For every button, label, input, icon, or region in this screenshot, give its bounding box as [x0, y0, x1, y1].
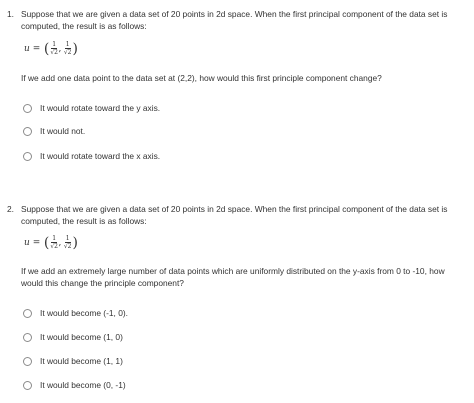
- answer-option-label: It would become (1, 0): [40, 332, 123, 342]
- formula-separator: ,: [58, 44, 62, 54]
- formula-variable: u: [24, 44, 30, 54]
- answer-option[interactable]: [21, 149, 160, 163]
- formula-open-paren: (: [43, 235, 50, 251]
- formula-fraction-1: [50, 42, 58, 56]
- answer-option-label: It would rotate toward the x axis.: [40, 151, 161, 161]
- formula: [24, 235, 78, 251]
- answer-option[interactable]: [21, 330, 123, 344]
- formula: [24, 41, 78, 57]
- answer-option-label: It would become (1, 1): [40, 356, 123, 366]
- formula-fraction-1: [50, 236, 58, 250]
- question-prompt: Suppose that we are given a data set of 20 points in 2d space. When the first principal component of the data set is computed, the result is as follows:: [21, 204, 448, 226]
- radio-button[interactable]: [23, 152, 32, 161]
- fraction-numerator: 1: [65, 41, 70, 49]
- fraction-numerator: 1: [65, 235, 70, 243]
- formula-open-paren: (: [43, 41, 50, 57]
- formula-close-paren: ): [72, 235, 78, 251]
- question-followup: If we add an extremely large number of data points which are uniformly distributed on the y-axis from 0 to -10, how would this change the principle component?: [21, 266, 445, 288]
- radio-button[interactable]: [23, 381, 32, 390]
- radio-button[interactable]: [23, 357, 32, 366]
- fraction-numerator: 1: [52, 41, 57, 49]
- radio-button[interactable]: [23, 104, 32, 113]
- answer-option-label: It would become (0, -1): [40, 380, 126, 390]
- fraction-denominator: √2: [63, 242, 72, 250]
- formula-equals: =: [32, 44, 41, 54]
- answer-option-label: It would not.: [40, 126, 86, 136]
- fraction-denominator: √2: [63, 48, 72, 56]
- answer-option[interactable]: [21, 124, 85, 138]
- formula-equals: =: [32, 238, 41, 248]
- answer-option[interactable]: [21, 306, 128, 320]
- radio-button[interactable]: [23, 333, 32, 342]
- answer-option[interactable]: [21, 101, 160, 115]
- answer-option[interactable]: [21, 354, 123, 368]
- formula-fraction-2: [64, 236, 72, 250]
- answer-option-label: It would become (-1, 0).: [40, 308, 128, 318]
- formula-close-paren: ): [72, 41, 78, 57]
- question-followup: If we add one data point to the data set at (2,2), how would this first principle component change?: [21, 73, 382, 83]
- formula-separator: ,: [58, 238, 62, 248]
- fraction-denominator: √2: [50, 48, 58, 56]
- question-number: 2.: [7, 204, 14, 214]
- question-prompt: Suppose that we are given a data set of 20 points in 2d space. When the first principal component of the data set is computed, the result is as follows:: [21, 9, 448, 31]
- question-number: 1.: [7, 9, 14, 19]
- fraction-numerator: 1: [52, 235, 57, 243]
- radio-button[interactable]: [23, 127, 32, 136]
- formula-fraction-2: [64, 42, 72, 56]
- answer-option[interactable]: [21, 378, 126, 392]
- answer-option-label: It would rotate toward the y axis.: [40, 103, 161, 113]
- radio-button[interactable]: [23, 309, 32, 318]
- fraction-denominator: √2: [50, 242, 58, 250]
- formula-variable: u: [24, 238, 30, 248]
